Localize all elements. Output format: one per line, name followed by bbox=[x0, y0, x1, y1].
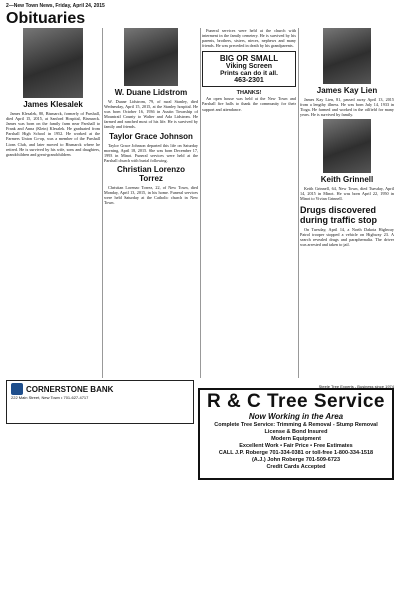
bank-logo bbox=[11, 383, 189, 395]
obituary-text bbox=[300, 97, 394, 117]
portrait-photo-grinnell bbox=[323, 119, 371, 173]
page-folio: 2—New Town News, Friday, April 24, 2015 bbox=[6, 3, 105, 9]
ad-credit: Steele Tree Experts - Business since 1974 bbox=[318, 384, 394, 389]
ad-title: R & C Tree Service bbox=[207, 391, 385, 412]
bank-logo-icon bbox=[11, 383, 23, 395]
obituary-name: Keith Grinnell bbox=[320, 174, 374, 184]
thanks-text bbox=[202, 96, 296, 111]
obituary-paragraph: James Klesalek, 80, Bismarck, formerly of Parshall, died April 15, 2015, at Sanford Hospital, Bismarck. James was born on the family farm near Parshall to Frank and Anna (Klein) Klesalek. He graduated from Parshall High School in 1952. He worked at the Farmers Union Co-op, was a member of the Parshall Lions Club, and later moved to Bismarck where he retired. He is survived by his wife, sons and daughters, grandchildren and great-grandchildren. bbox=[6, 111, 100, 157]
news-text bbox=[300, 227, 394, 247]
tree-service-ad bbox=[198, 388, 394, 480]
section-title: Obituaries bbox=[6, 10, 86, 27]
ad-line: Credit Cards Accepted bbox=[266, 464, 326, 470]
ad-line: Viking Screen bbox=[225, 63, 273, 71]
obituary-paragraph: Keith Grinnell, 64, New Town, died Tuesday, April 14, 2015 in Minot. He was born April 22, 1950 in Minot to Vivian Grinnell. bbox=[300, 185, 394, 201]
column-4 bbox=[300, 28, 394, 378]
obituary-paragraph: W. Duane Lidstrom, 79, of rural Stanley, died Wednesday, April 15, 2015, at the Stanley hospital. He was born October 16, 1936 in Austin Township of Mountrail County to Walter and Ada Lidstrom. He farmed and ranched most of his life. He is survived by family and friends. bbox=[104, 99, 198, 130]
viking-screen-ad bbox=[202, 51, 296, 87]
ad-line: Prints can do it all. bbox=[220, 70, 278, 78]
thanks-paragraph: An open house was held at the New Town and Parshall fire halls to thank the community for their support and attendance. bbox=[202, 96, 296, 112]
column-rule bbox=[102, 28, 103, 378]
news-paragraph: On Tuesday, April 14, a North Dakota Highway Patrol trooper stopped a vehicle on Highway 23. A search revealed drugs and paraphernalia. The driver was arrested and taken to jail. bbox=[300, 227, 394, 248]
obituary-paragraph: Christian Lorenzo Torrez, 22, of New Town, died Monday, April 13, 2015, in his home. Funeral services were held Saturday at the Catholic church in New Town. bbox=[104, 184, 198, 206]
bank-name: CORNERSTONE BANK bbox=[26, 384, 114, 394]
obituary-name: Taylor Grace Johnson bbox=[109, 131, 193, 141]
obituary-name: W. Duane Lidstrom bbox=[114, 88, 188, 97]
news-headline: Drugs discovered during traffic stop bbox=[300, 205, 377, 226]
ad-line: BIG OR SMALL bbox=[219, 54, 279, 64]
obituary-text bbox=[104, 99, 198, 130]
portrait-photo-klesalek bbox=[23, 28, 83, 98]
ad-phone: (A.J.) John Roberge 701-509-6723 bbox=[251, 457, 341, 463]
thanks-heading: THANKS! bbox=[236, 90, 262, 97]
ad-line: Excellent Work • Fair Price • Free Estimates bbox=[239, 443, 353, 449]
obituary-text bbox=[104, 143, 198, 163]
cornerstone-bank-ad bbox=[6, 380, 194, 424]
column-1 bbox=[6, 28, 100, 378]
ad-line: License & Bond Insured bbox=[264, 429, 328, 435]
obituary-paragraph: Taylor Grace Johnson departed this life on Saturday morning, April 18, 2015. She was born December 17, 1993 in Minot. Funeral services were held at the Parshall church with burial following. bbox=[104, 142, 198, 163]
bank-address: 222 Main Street, New Town • 701-627-4717 bbox=[11, 395, 89, 400]
portrait-photo-lien bbox=[323, 28, 371, 84]
column-3 bbox=[202, 28, 296, 378]
portrait-photo-lidstrom bbox=[124, 28, 178, 86]
obituary-paragraph: Funeral services were held at the church with interment in the family cemetery. He is survived by his parents, brothers, sisters, nieces, nephews and many friends. He was preceded in death by his grandparents. bbox=[202, 28, 296, 49]
obituary-name: James Kay Lien bbox=[316, 86, 378, 95]
ad-line: Modern Equipment bbox=[271, 436, 321, 442]
ad-phone: CALL J.P. Roberge 701-334-0381 or toll-free 1-800-334-1518 bbox=[218, 450, 374, 456]
obituary-text bbox=[104, 185, 198, 205]
ad-phone: 463-2301 bbox=[234, 77, 264, 85]
obituary-name: Christian Lorenzo Torrez bbox=[116, 164, 185, 183]
obituary-columns bbox=[6, 28, 394, 378]
ad-subtitle: Now Working in the Area bbox=[248, 412, 344, 421]
column-rule bbox=[298, 28, 299, 378]
column-rule bbox=[200, 28, 201, 378]
obituary-text bbox=[300, 186, 394, 201]
obituary-text bbox=[202, 28, 296, 48]
obituary-paragraph: James Kay Lien, 81, passed away April 13, 2015 from a lengthy illness. He was born July 14, 1933 in Tioga. He farmed and worked in the oilfield for many years. He is survived by family. bbox=[300, 97, 394, 118]
obituary-name: James Klesalek bbox=[23, 100, 83, 109]
obituary-text bbox=[6, 111, 100, 157]
column-2 bbox=[104, 28, 198, 378]
ad-line: Complete Tree Service: Trimming & Removal - Stump Removal bbox=[214, 422, 378, 428]
